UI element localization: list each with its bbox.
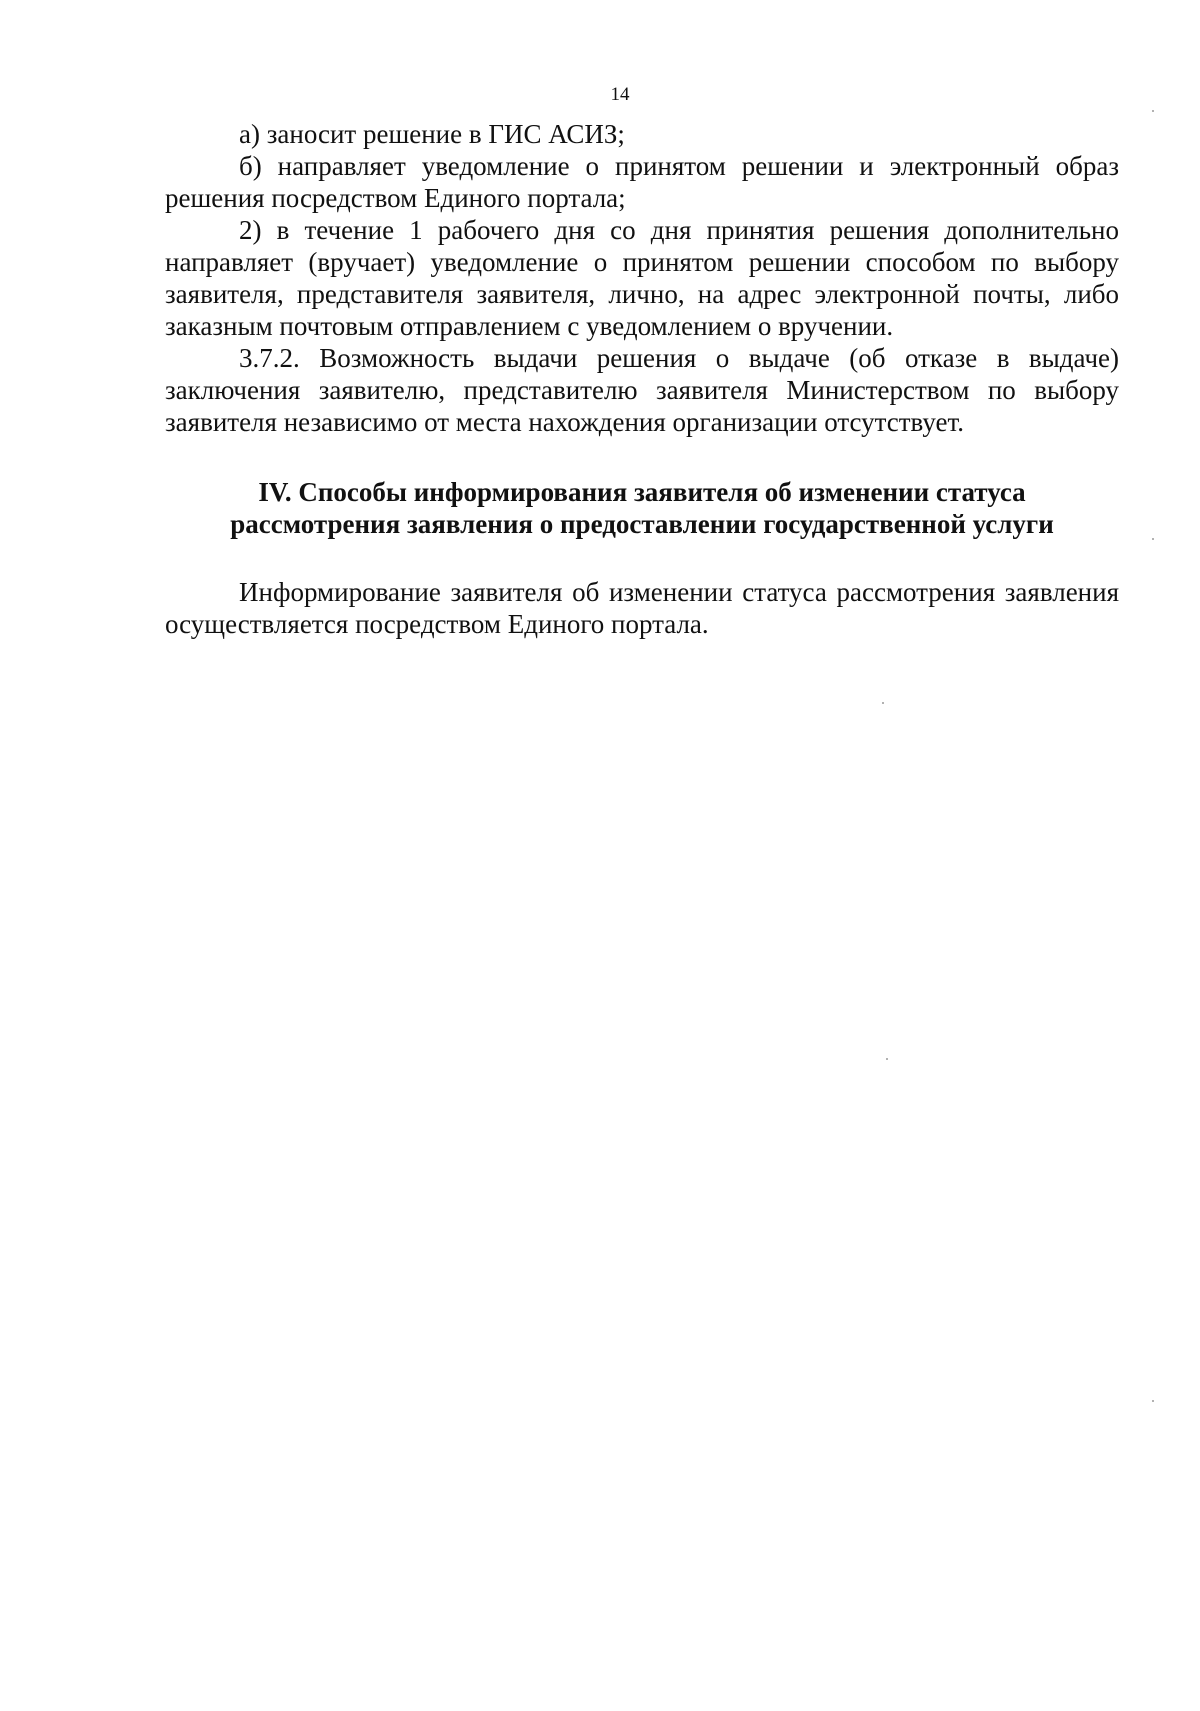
page-number: 14 [610, 84, 630, 105]
scan-speck [886, 1058, 888, 1060]
paragraph-b: б) направляет уведомление о принятом решении и электронный образ решения посредством Единого портала; [165, 151, 1119, 213]
scan-speck [1152, 110, 1154, 112]
section-heading-line-1: IV. Способы информирования заявителя об изменении статуса [258, 477, 1026, 507]
scan-speck [1152, 538, 1154, 540]
paragraph-2: 2) в течение 1 рабочего дня со дня принятия решения дополнительно направляет (вручает) уведомление о принятом решении способом по выбору заявителя, представителя заявителя, лично, на адрес электронной почты, либо заказным почтовым отправлением с уведомлением о вручении. [165, 215, 1119, 341]
section-body-paragraph: Информирование заявителя об изменении статуса рассмотрения заявления осуществляется посредством Единого портала. [165, 577, 1119, 639]
section-heading-line-2: рассмотрения заявления о предоставлении государственной услуги [230, 509, 1054, 539]
paragraph-a: а) заносит решение в ГИС АСИЗ; [239, 119, 625, 149]
scan-speck [1152, 1400, 1154, 1402]
document-body [165, 118, 1119, 640]
scan-speck [882, 702, 884, 704]
section-heading [165, 476, 1119, 540]
paragraph-3-7-2: 3.7.2. Возможность выдачи решения о выдаче (об отказе в выдаче) заключения заявителю, представителю заявителя Министерством по выбору заявителя независимо от места нахождения организации отсутствует. [165, 343, 1119, 437]
